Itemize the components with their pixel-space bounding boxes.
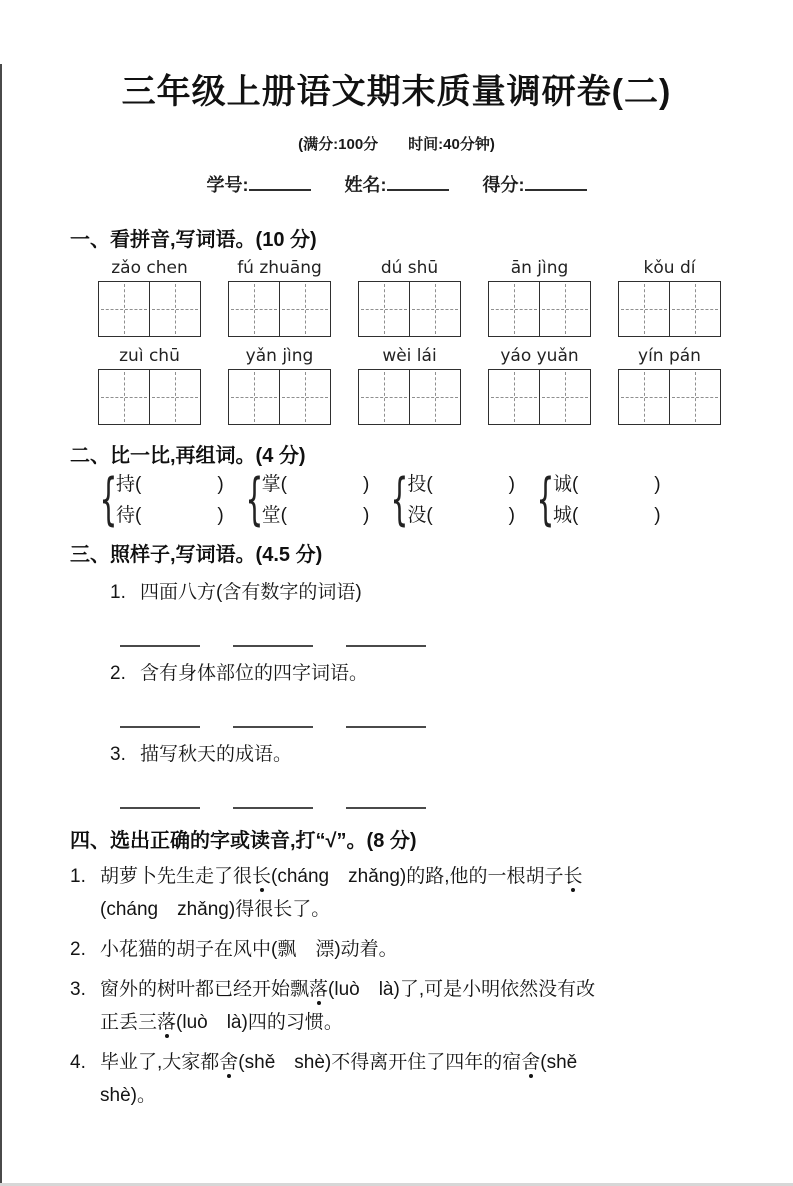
writing-grid-cell (359, 370, 409, 424)
writing-grid-cell (619, 282, 669, 336)
pinyin-label: zǎo chen (111, 258, 188, 278)
word-pair-bottom: 没( ) (407, 504, 515, 526)
writing-grid-box (228, 281, 331, 337)
section1-heading: 一、看拼音,写词语。(10 分) (70, 229, 317, 251)
writing-grid-cell (229, 282, 279, 336)
writing-grid-cell (99, 370, 149, 424)
answer-blanks-row (120, 796, 723, 810)
writing-grid-cell (149, 282, 200, 336)
write-words-item (110, 577, 723, 604)
pinyin-word-column (618, 257, 721, 337)
choose-correct-items (70, 860, 723, 1112)
choose-item (70, 1046, 723, 1112)
word-pair-column (553, 473, 661, 528)
fill-in-line (525, 176, 587, 191)
writing-grid-box (98, 369, 201, 425)
student-field (207, 171, 311, 197)
item-number: 1. (70, 866, 86, 887)
pinyin-word-column (358, 257, 461, 337)
emphasized-char: 舍 (219, 1052, 239, 1073)
emphasized-char: 落 (157, 1012, 177, 1033)
writing-grid-box (618, 281, 721, 337)
item-number: 2. (70, 939, 86, 960)
exam-body (0, 223, 793, 1112)
writing-grid-cell (409, 282, 460, 336)
item-body (100, 933, 723, 966)
pinyin-word-column (358, 345, 461, 425)
choose-item (70, 933, 723, 966)
writing-grid-cell (539, 370, 590, 424)
item-number: 3. (110, 744, 126, 765)
pinyin-label: yín pán (638, 346, 701, 366)
writing-grid-cell (409, 370, 460, 424)
word-pair (94, 467, 224, 532)
student-field (483, 171, 587, 197)
item-line (100, 973, 723, 1006)
answer-blank-line (233, 634, 313, 647)
compare-word-pairs (94, 467, 723, 532)
word-pair (240, 467, 370, 532)
pinyin-label: yǎn jìng (245, 346, 314, 366)
pinyin-label: ān jìng (510, 258, 569, 278)
word-pair-column (116, 473, 224, 528)
pinyin-word-column (98, 257, 201, 337)
exam-page (0, 64, 793, 1112)
pinyin-label: kǒu dí (643, 258, 696, 278)
brace-glyph: { (390, 467, 409, 532)
fill-in-line (387, 176, 449, 191)
section4-heading: 四、选出正确的字或读音,打“√”。(8 分) (70, 830, 417, 852)
text-run: (cháng zhǎng)的路,他的一根胡子 (271, 866, 564, 887)
text-run: (cháng zhǎng)得很长了。 (100, 899, 331, 920)
text-run: shè)。 (100, 1085, 156, 1106)
section2-heading: 二、比一比,再组词。(4 分) (70, 445, 306, 467)
writing-grid-box (98, 281, 201, 337)
pinyin-label: wèi lái (382, 346, 437, 366)
student-field-label: 学号: (206, 175, 249, 195)
pinyin-label: dú shū (380, 258, 439, 278)
write-words-items (70, 577, 723, 810)
answer-blanks-row (120, 634, 723, 648)
word-pair (385, 467, 515, 532)
word-pair-top: 诚( ) (552, 473, 661, 495)
emphasized-char: 长 (252, 866, 272, 887)
writing-grid-cell (279, 282, 330, 336)
writing-grid-cell (99, 282, 149, 336)
student-field-label: 得分: (482, 175, 525, 195)
text-run: 小花猫的胡子在风中(飘 漂)动着。 (100, 939, 398, 960)
writing-grid-box (228, 369, 331, 425)
fill-in-line (249, 176, 311, 191)
answer-blank-line (233, 796, 313, 809)
word-pair-bottom: 堂( ) (261, 504, 370, 526)
answer-blank-line (120, 796, 200, 809)
text-run: 毕业了,大家都 (100, 1052, 220, 1073)
text-run: (shě shè)不得离开住了四年的宿 (238, 1052, 522, 1073)
scan-edge-line (0, 64, 2, 1186)
text-run: (shě (540, 1052, 578, 1073)
writing-grid-box (358, 369, 461, 425)
item-line (100, 1046, 723, 1079)
emphasized-char: 落 (309, 979, 329, 1000)
write-words-item (110, 658, 723, 685)
pinyin-word-column (488, 257, 591, 337)
writing-grid-cell (489, 282, 539, 336)
student-field (345, 171, 449, 197)
writing-grid-cell (669, 282, 720, 336)
writing-grid-cell (489, 370, 539, 424)
brace-glyph: { (245, 467, 263, 532)
pinyin-label: yáo yuǎn (500, 346, 579, 366)
answer-blank-line (233, 715, 313, 728)
writing-grid-box (488, 369, 591, 425)
pinyin-row (98, 345, 723, 425)
writing-grid-cell (669, 370, 720, 424)
writing-grid-cell (619, 370, 669, 424)
pinyin-word-column (98, 345, 201, 425)
writing-grid-cell (359, 282, 409, 336)
item-number: 4. (70, 1052, 86, 1073)
item-line (100, 1006, 723, 1039)
word-pair-bottom: 城( ) (552, 504, 661, 526)
writing-grid-cell (279, 370, 330, 424)
answer-blank-line (346, 634, 426, 647)
item-body (100, 860, 723, 926)
pinyin-word-column (618, 345, 721, 425)
writing-grid-box (358, 281, 461, 337)
brace-glyph: { (99, 467, 118, 532)
writing-grid-cell (149, 370, 200, 424)
answer-blank-line (346, 715, 426, 728)
item-body (100, 973, 723, 1039)
choose-item (70, 860, 723, 926)
section3-heading: 三、照样子,写词语。(4.5 分) (70, 544, 323, 566)
pinyin-label: fú zhuāng (237, 258, 322, 278)
answer-blanks-row (120, 715, 723, 729)
writing-grid-cell (539, 282, 590, 336)
student-field-label: 姓名: (344, 175, 387, 195)
word-pair-top: 持( ) (116, 473, 224, 495)
text-run: 正丢三 (100, 1012, 158, 1033)
text-run: (luò là)四的习惯。 (176, 1012, 343, 1033)
pinyin-word-column (228, 345, 331, 425)
word-pair-top: 投( ) (407, 473, 515, 495)
item-number: 3. (70, 979, 86, 1000)
writing-grid-box (618, 369, 721, 425)
word-pair-column (407, 473, 515, 528)
student-info-row (0, 171, 793, 197)
pinyin-label: zuì chū (119, 346, 180, 366)
item-text: 四面八方(含有数字的词语) (140, 582, 362, 603)
item-body (100, 1046, 723, 1112)
item-line (100, 893, 723, 926)
item-line (100, 933, 723, 966)
item-text: 含有身体部位的四字词语。 (140, 663, 369, 684)
word-pair-top: 掌( ) (261, 473, 370, 495)
text-run: (luò là)了,可是小明依然没有改 (328, 979, 596, 1000)
emphasized-char: 长 (563, 866, 583, 887)
writing-grid-box (488, 281, 591, 337)
page-title: 三年级上册语文期末质量调研卷(二) (121, 73, 672, 111)
word-pair-bottom: 待( ) (116, 504, 224, 526)
item-text: 描写秋天的成语。 (140, 744, 293, 765)
writing-grid-cell (229, 370, 279, 424)
pinyin-word-column (488, 345, 591, 425)
exam-meta: (满分:100分 时间:40分钟) (298, 136, 495, 153)
answer-blank-line (346, 796, 426, 809)
pinyin-row (98, 257, 723, 337)
emphasized-char: 舍 (521, 1052, 541, 1073)
pinyin-write-grid (70, 257, 723, 425)
pinyin-word-column (228, 257, 331, 337)
text-run: 窗外的树叶都已经开始飘 (100, 979, 310, 1000)
choose-item (70, 973, 723, 1039)
word-pair-column (262, 473, 370, 528)
item-line (100, 860, 723, 893)
answer-blank-line (120, 715, 200, 728)
brace-glyph: { (536, 467, 555, 532)
item-line (100, 1079, 723, 1112)
answer-blank-line (120, 634, 200, 647)
word-pair (531, 467, 661, 532)
item-number: 1. (110, 582, 126, 603)
text-run: 胡萝卜先生走了很 (100, 866, 253, 887)
write-words-item (110, 739, 723, 766)
item-number: 2. (110, 663, 126, 684)
